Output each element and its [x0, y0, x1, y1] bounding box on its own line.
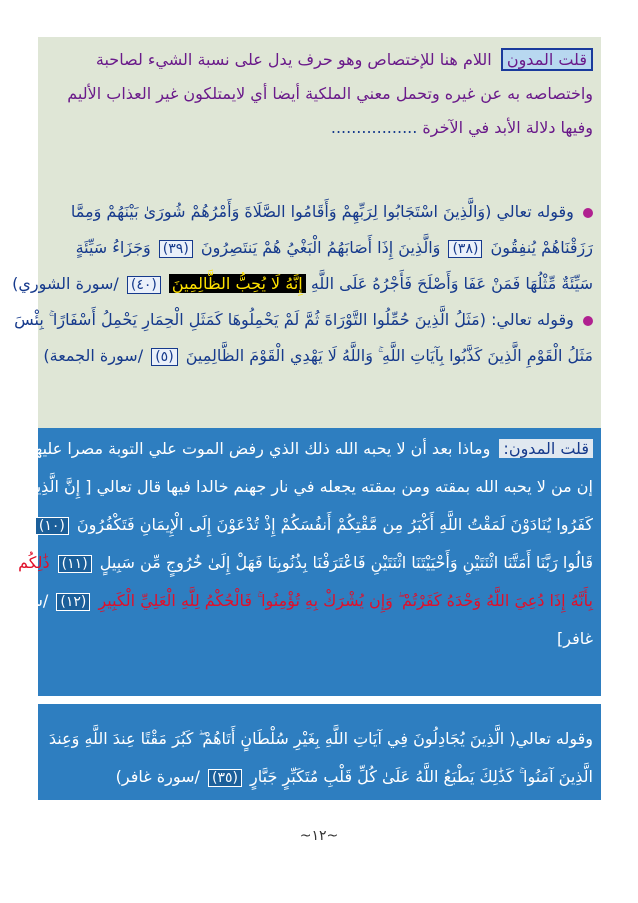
verse-intro: وقوله تعالي(	[509, 729, 593, 748]
ellipsis: .................	[330, 118, 418, 137]
verse-text: الَّذِينَ يُجَادِلُونَ فِي آيَاتِ اللَّهِ بِغَيْرِ سُلْطَانٍ أَتَاهُمْ ۖ كَبُرَ مَقْتًا عِندَ اللَّهِ وَعِندَ	[48, 729, 505, 748]
para-text: إن من لا يحبه الله بمقته ومن بمقته يجعله في نار جهنم خالدا فيها قال تعالي [ إِنَّ الَّذِينَ	[24, 477, 593, 496]
verse-line	[46, 762, 593, 793]
verse-number: (٣٨)	[448, 240, 482, 258]
verse-number: (٣٩)	[159, 240, 193, 258]
verse-text-red: ذَٰلِكُم	[18, 553, 50, 572]
verse-text: وَالَّذِينَ إِذَا أَصَابَهُمُ الْبَغْيُ هُمْ يَنتَصِرُونَ	[200, 238, 441, 257]
surah-reference: /سورة الجمعة)	[43, 346, 144, 365]
verse-line	[43, 341, 593, 372]
verse-line	[12, 269, 593, 300]
surah-reference: غافر]	[557, 629, 593, 648]
verse-line	[46, 724, 593, 754]
divider	[38, 696, 601, 704]
verse-number: (٤٠)	[127, 276, 161, 294]
verse-text-red: بِأَنَّهُ إِذَا دُعِيَ اللَّهُ وَحْدَهُ كَفَرْتُمْ ۖ وَإِن يُشْرَكْ بِهِ تُؤْمِنُوا ۚ فَالْحُكْمُ لِلَّهِ الْعَلِيِّ الْكَبِيرِ	[98, 591, 593, 610]
commentary-section	[12, 37, 601, 428]
verse-blue-section	[38, 704, 601, 800]
verse-number: (١١)	[58, 555, 92, 573]
commentator-tag: قلت المدون:	[499, 439, 593, 458]
verse-text: الَّذِينَ آمَنُوا ۚ كَذَٰلِكَ يَطْبَعُ اللَّهُ عَلَىٰ كُلِّ قَلْبِ مُتَكَبِّرٍ جَبَّارٍ	[250, 767, 593, 786]
verse-text: مَثَلُ الْقَوْمِ الَّذِينَ كَذَّبُوا بِآيَاتِ اللَّهِ ۚ وَاللَّهُ لَا يَهْدِي الْقَوْمَ الظَّالِمِينَ	[185, 346, 593, 365]
para-text: واختصاصه به عن غيره وتحمل معني الملكية أيضا أي لايمتلكون غير العذاب الأليم	[67, 84, 593, 103]
para-line	[24, 472, 593, 502]
verse-text: وَجَزَاءُ سَيِّئَةٍ	[75, 238, 151, 257]
bullet-icon	[583, 316, 593, 326]
verse-text: (وَالَّذِينَ اسْتَجَابُوا لِرَبِّهِمْ وَأَقَامُوا الصَّلَاةَ وَأَمْرُهُمْ شُورَىٰ بَيْنَهُمْ وَمِمَّا	[70, 202, 492, 221]
surah-reference: /سورة الشوري)	[12, 274, 119, 293]
verse-line	[14, 305, 593, 335]
verse-intro: وقوله تعالي:	[491, 310, 574, 329]
para-line	[30, 434, 593, 464]
verse-line	[46, 233, 593, 264]
page	[5, 37, 601, 786]
verse-text: قَالُوا رَبَّنَا أَمَتَّنَا اثْنَتَيْنِ وَأَحْيَيْتَنَا اثْنَتَيْنِ فَاعْتَرَفْنَا بِذُنُوبِنَا فَهَلْ إِلَىٰ خُرُوجٍ مِّن سَبِيلٍ	[99, 553, 593, 572]
verse-number: (١٢)	[56, 593, 90, 611]
para-line	[46, 113, 593, 143]
bullet-icon	[583, 208, 593, 218]
para-text: اللام هنا للإختصاص وهو حرف يدل على نسبة الشيء لصاحبة	[95, 50, 492, 69]
commentary-blue-section	[5, 428, 601, 696]
verse-line	[5, 586, 593, 617]
surah-reference: /سورة غافر)	[115, 767, 200, 786]
verse-line	[46, 197, 593, 227]
verse-text: رَزَقْنَاهُمْ يُنفِقُونَ	[490, 238, 593, 257]
page-number: ~١٢~	[299, 828, 339, 844]
highlighted-verse: إِنَّهُ لَا يُحِبُّ الظَّالِمِينَ	[169, 274, 306, 293]
para-text: وماذا بعد أن لا يحبه الله ذلك الذي رفض الموت علي التوبة مصرا عليها	[30, 439, 491, 458]
para-line	[46, 624, 593, 654]
commentator-tag: قلت المدون	[501, 48, 593, 71]
verse-number: (١٠)	[35, 517, 69, 535]
para-line	[46, 45, 593, 75]
verse-line	[38, 510, 593, 541]
surah-reference: /سورة	[5, 591, 49, 610]
verse-text: كَفَرُوا يُنَادَوْنَ لَمَقْتُ اللَّهِ أَكْبَرُ مِن مَّقْتِكُمْ أَنفُسَكُمْ إِذْ تُدْعَوْنَ إِلَى الْإِيمَانِ فَتَكْفُرُونَ	[76, 515, 593, 534]
verse-text: سَيِّئَةٌ مِّثْلُهَا فَمَنْ عَفَا وَأَصْلَحَ فَأَجْرُهُ عَلَى اللَّهِ	[310, 274, 593, 293]
verse-number: (٣٥)	[208, 769, 242, 787]
verse-number: (٥)	[151, 348, 177, 366]
para-text: وفيها دلالة الأبد في الآخرة	[422, 118, 593, 137]
verse-intro: وقوله تعالي	[496, 202, 574, 221]
para-line	[46, 79, 593, 109]
verse-line	[18, 548, 593, 579]
verse-text: (مَثَلُ الَّذِينَ حُمِّلُوا التَّوْرَاةَ ثُمَّ لَمْ يَحْمِلُوهَا كَمَثَلِ الْحِمَارِ يَحْمِلُ أَسْفَارًا ۚ بِئْسَ	[14, 310, 486, 329]
